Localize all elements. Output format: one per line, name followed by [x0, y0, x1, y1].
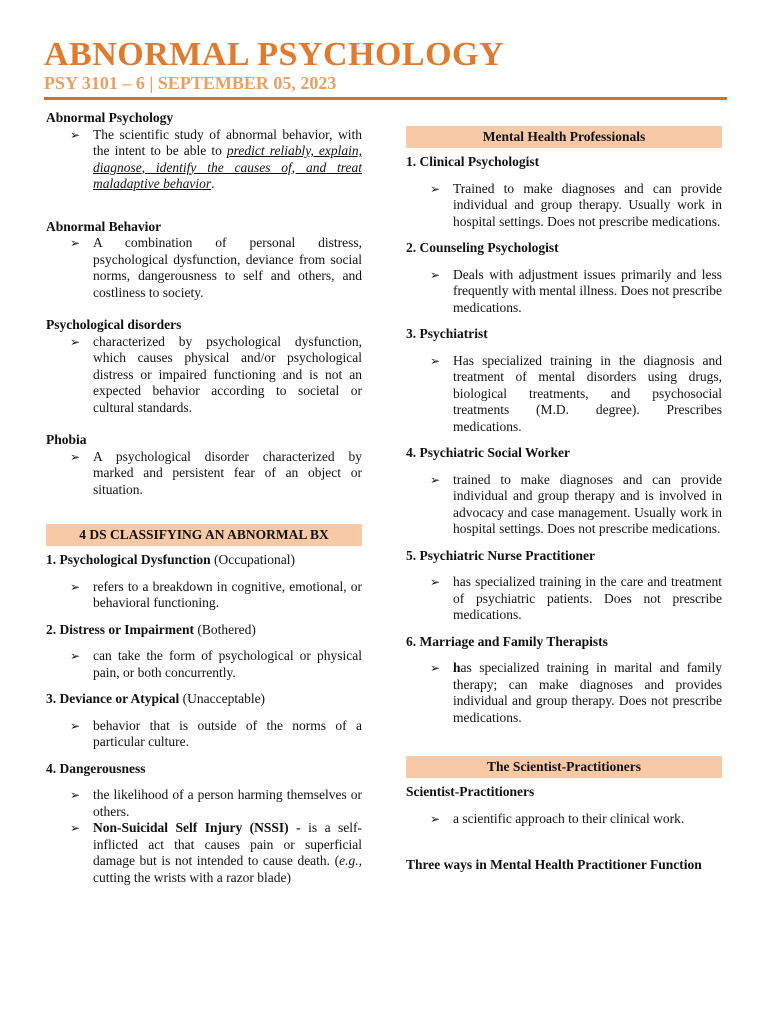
bullet-item-nssi: ➢ Non-Suicidal Self Injury (NSSI) - is a self-inflicted act that causes pain or superficial damage but is not intended to cause death. (e.g., cutting the wrists with a razor blade) — [70, 820, 363, 885]
section-band-scientist-practitioners: The Scientist-Practitioners — [406, 756, 722, 778]
bullet-item: ➢ a scientific approach to their clinical work. — [430, 810, 685, 826]
section-heading: 1. Clinical Psychologist — [406, 154, 540, 169]
section-heading: Three ways in Mental Health Practitioner Function — [406, 857, 702, 872]
bullet-item: ➢ has specialized training in the care and treatment of psychiatric patients. Does not prescribe medications. — [430, 574, 722, 622]
arrowhead-bullet-icon: ➢ — [430, 267, 441, 282]
bullet-item: ➢ The scientific study of abnormal behavior, with the intent to be able to predict reliably, explain, diagnose, identify the causes of, and treat maladaptive behavior. — [70, 126, 362, 191]
arrowhead-bullet-icon: ➢ — [70, 718, 81, 733]
section-heading: Phobia — [46, 432, 87, 447]
arrowhead-bullet-icon: ➢ — [70, 236, 81, 250]
section-heading: Psychological disorders — [46, 317, 182, 332]
section-heading: 3. Deviance or Atypical (Unacceptable) — [46, 691, 266, 706]
arrowhead-bullet-icon: ➢ — [70, 788, 81, 802]
bullet-item: ➢ has specialized training in marital and family therapy; can make diagnoses and provides individual and group therapy. Does not prescribe medications. — [430, 660, 722, 725]
left-column — [46, 110, 362, 886]
section-heading: 4. Psychiatric Social Worker — [406, 445, 570, 460]
arrowhead-bullet-icon: ➢ — [430, 353, 441, 368]
section-band-4ds: 4 DS CLASSIFYING AN ABNORMAL BX — [46, 524, 362, 546]
bullet-item: ➢ Trained to make diagnoses and can provide individual and group therapy. Usually work in hospital settings. Does not prescribe medications. — [430, 180, 722, 229]
section-band-mhp: Mental Health Professionals — [406, 126, 722, 148]
arrowhead-bullet-icon: ➢ — [430, 472, 441, 487]
header-rule — [44, 97, 727, 100]
arrowhead-bullet-icon: ➢ — [430, 181, 441, 196]
section-heading: 4. Dangerousness — [46, 760, 146, 776]
bullet-item: ➢ Deals with adjustment issues primarily and less frequently with mental illness. Does not prescribe medications. — [430, 266, 722, 315]
section-heading: 2. Counseling Psychologist — [406, 240, 559, 255]
section-heading: 6. Marriage and Family Therapists — [406, 633, 608, 649]
arrowhead-bullet-icon: ➢ — [70, 821, 81, 835]
bullet-item: ➢ Has specialized training in the diagnosis and treatment of mental disorders using drugs, biological treatments, and psychosocial treatments (M.D. degree). Prescribes medications. — [430, 352, 722, 434]
bullet-item: ➢ characterized by psychological dysfunction, which causes physical and/or psychological distress or impaired functioning and is not an expected behavior according to societal or cultural standards. — [70, 333, 362, 415]
arrowhead-bullet-icon: ➢ — [430, 575, 441, 589]
section-heading: 5. Psychiatric Nurse Practitioner — [406, 547, 595, 563]
section-heading: 3. Psychiatrist — [406, 326, 488, 341]
bullet-item: ➢ behavior that is outside of the norms of a particular culture. — [70, 717, 362, 749]
section-heading: Abnormal Psychology — [46, 110, 174, 125]
bullet-item: ➢ trained to make diagnoses and can provide individual and group therapy and is involved in advocacy and case management. Usually work in hospital settings. Does not prescribe medications. — [430, 471, 722, 536]
section-heading: Scientist-Practitioners — [406, 784, 535, 799]
arrowhead-bullet-icon: ➢ — [70, 334, 81, 349]
right-column — [406, 110, 722, 874]
arrowhead-bullet-icon: ➢ — [70, 449, 81, 464]
course-subtitle: PSY 3101 – 6 | SEPTEMBER 05, 2023 — [44, 73, 337, 93]
bullet-item: ➢ refers to a breakdown in cognitive, emotional, or behavioral functioning. — [70, 578, 362, 610]
bullet-item: ➢ A psychological disorder characterized by marked and persistent fear of an object or situation. — [70, 448, 362, 497]
section-heading: 2. Distress or Impairment (Bothered) — [46, 621, 256, 637]
bullet-item: ➢ can take the form of psychological or physical pain, or both concurrently. — [70, 648, 362, 680]
arrowhead-bullet-icon: ➢ — [70, 649, 81, 663]
section-heading: 1. Psychological Dysfunction (Occupational) — [46, 552, 295, 567]
arrowhead-bullet-icon: ➢ — [70, 127, 81, 142]
bullet-item: ➢ the likelihood of a person harming themselves or others. — [70, 787, 362, 819]
page-title: ABNORMAL PSYCHOLOGY — [44, 36, 505, 73]
section-heading: Abnormal Behavior — [46, 218, 162, 234]
arrowhead-bullet-icon: ➢ — [430, 811, 441, 826]
arrowhead-bullet-icon: ➢ — [430, 661, 441, 675]
bullet-item: ➢ A combination of personal distress, psychological dysfunction, deviance from social norms, dangerousness to self and others, and costliness to society. — [70, 235, 362, 300]
arrowhead-bullet-icon: ➢ — [70, 579, 81, 594]
